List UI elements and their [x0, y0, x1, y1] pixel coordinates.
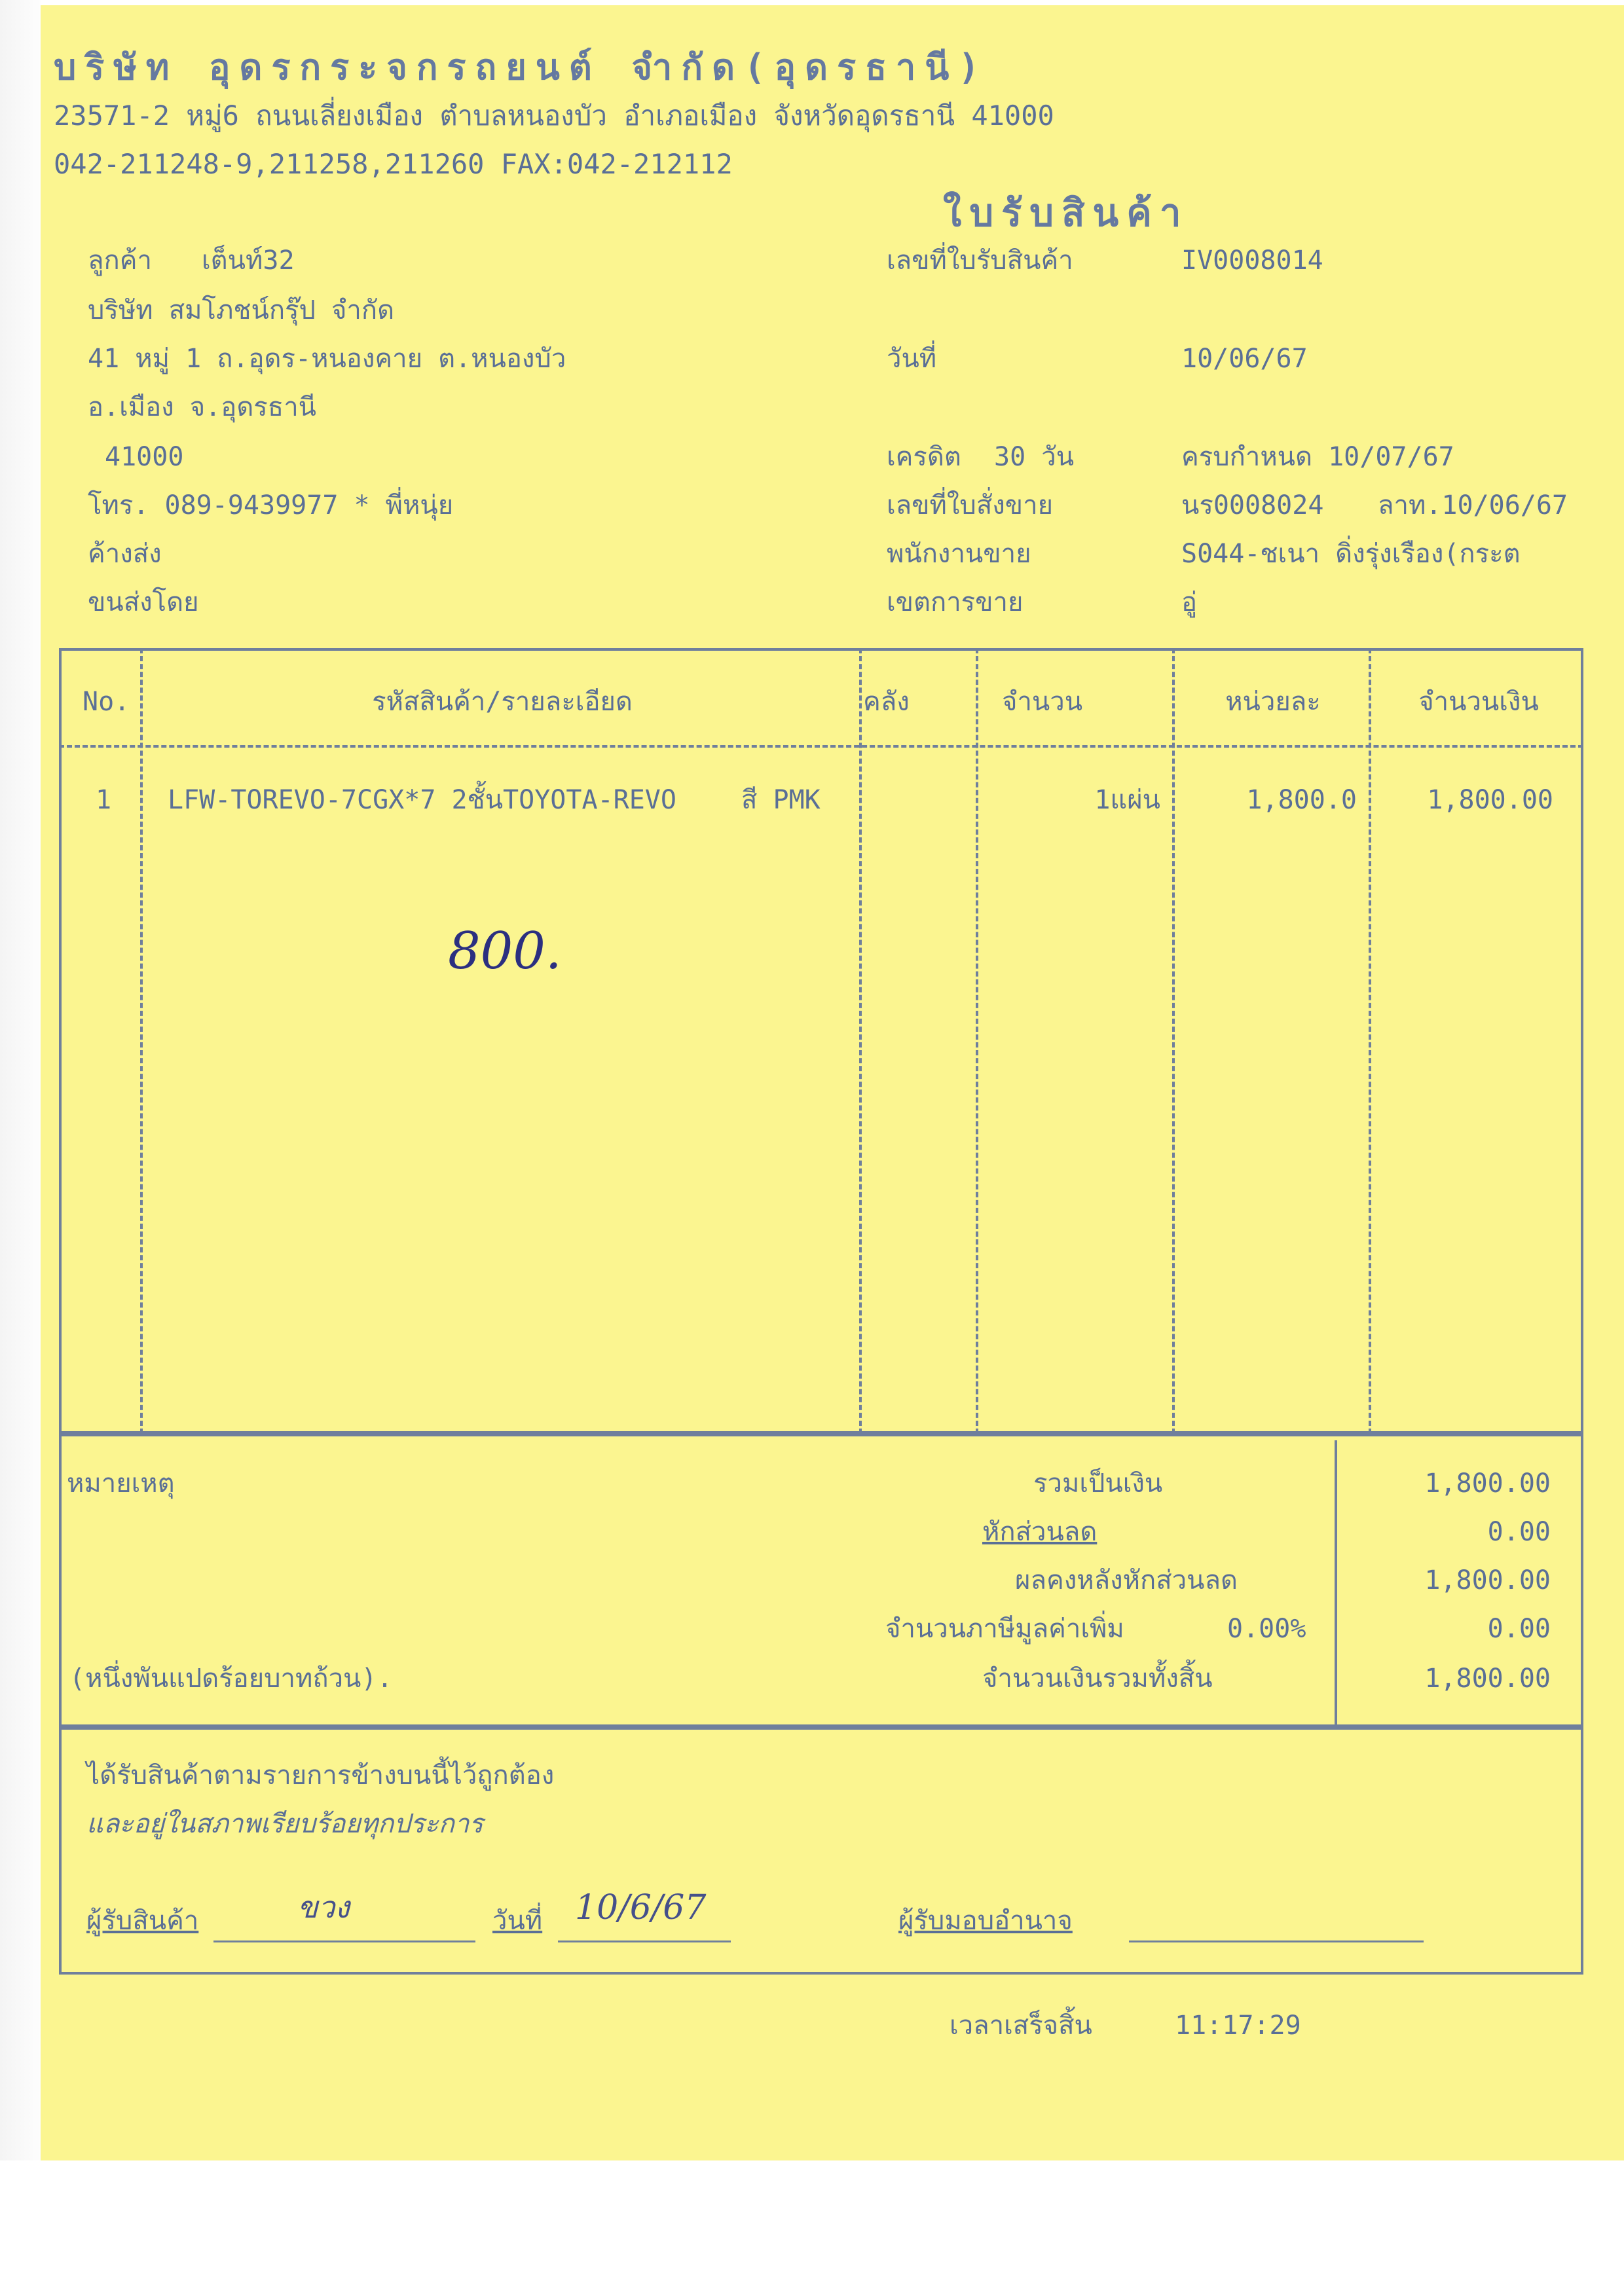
authorized-signature-line	[1129, 1941, 1424, 1942]
handwritten-note: 800.	[448, 922, 562, 981]
authorized-label: ผู้รับมอบอำนาจ	[898, 1906, 1073, 1936]
row-color: สี PMK	[741, 785, 821, 815]
summary-divider	[1335, 1440, 1337, 1727]
row-qty: 1แผ่น	[1094, 785, 1160, 815]
col-header-description: รหัสสินค้า/รายละเอียด	[372, 687, 633, 717]
company-name: บริษัท อุดรกระจกรถยนต์ จำกัด(อุดรธานี)	[54, 46, 989, 88]
subtotal-value: 1,800.00	[1424, 1468, 1551, 1499]
col-divider	[1369, 648, 1371, 1434]
balance-label: ค้างส่ง	[88, 539, 162, 569]
receipt-date-handwritten: 10/6/67	[575, 1888, 707, 1927]
discount-label: หักส่วนลด	[982, 1517, 1098, 1547]
grand-total-label: จำนวนเงินรวมทั้งสิ้น	[982, 1664, 1213, 1694]
items-table	[59, 648, 1583, 1434]
doc-no: IV0008014	[1181, 246, 1323, 276]
remark-label: หมายเหตุ	[67, 1468, 175, 1499]
sales-person: S044-ชเนา ดิ่งรุ่งเรือง(กระต	[1181, 539, 1521, 569]
order-no: นร0008024	[1181, 490, 1324, 520]
customer-label: ลูกค้า	[88, 246, 152, 276]
row-no: 1	[96, 785, 112, 815]
receipt-date-line	[558, 1941, 731, 1942]
due-date: ครบกำหนด 10/07/67	[1181, 442, 1454, 472]
col-header-no: No.	[83, 687, 130, 717]
customer-name: บริษัท สมโภชน์กรุ๊ป จำกัด	[88, 295, 395, 325]
credit-days: 30 วัน	[994, 442, 1075, 472]
order-date: ลาท.10/06/67	[1378, 490, 1568, 520]
receipt-date-label: วันที่	[492, 1906, 543, 1936]
receiver-label: ผู้รับสินค้า	[86, 1906, 199, 1936]
row-unit-price: 1,800.0	[1246, 785, 1357, 815]
vat-rate: 0.00%	[1227, 1614, 1306, 1644]
summary-top-line	[59, 1434, 1583, 1436]
customer-code: เต็นท์32	[202, 246, 295, 276]
vat-value: 0.00	[1487, 1614, 1551, 1644]
document-title: ใบรับสินค้า	[943, 191, 1189, 235]
doc-date: 10/06/67	[1181, 344, 1308, 374]
col-header-unit-price: หน่วยละ	[1225, 687, 1321, 717]
shipping-label: ขนส่งโดย	[88, 587, 199, 617]
company-address: 23571-2 หมู่6 ถนนเลี่ยงเมือง ตำบลหนองบัว อำเภอเมือง จังหวัดอุดรธานี 41000	[54, 100, 1054, 132]
col-divider	[976, 648, 978, 1434]
after-discount-label: ผลคงหลังหักส่วนลด	[1015, 1565, 1238, 1595]
col-divider	[1172, 648, 1175, 1434]
sales-area-label: เขตการขาย	[887, 587, 1024, 617]
scan-border	[0, 0, 41, 2160]
receipt-statement-1: ได้รับสินค้าตามรายการข้างบนนี้ไว้ถูกต้อง	[86, 1760, 555, 1791]
document-sheet	[41, 5, 1624, 2160]
customer-phone: โทร. 089-9439977 * พี่หนุ่ย	[88, 490, 454, 520]
customer-address-2: อ.เมือง จ.อุดรธานี	[88, 392, 317, 422]
receipt-statement-2: และอยู่ในสภาพเรียบร้อยทุกประการ	[86, 1809, 483, 1839]
customer-address-1: 41 หมู่ 1 ถ.อุดร-หนองคาย ต.หนองบัว	[88, 344, 566, 374]
order-no-label: เลขที่ใบสั่งขาย	[887, 490, 1054, 520]
credit-label: เครดิต	[887, 442, 961, 472]
receiver-signature-line	[213, 1941, 475, 1942]
discount-value: 0.00	[1487, 1517, 1551, 1547]
sales-label: พนักงานขาย	[887, 539, 1031, 569]
col-header-store: คลัง	[863, 687, 910, 717]
vat-label: จำนวนภาษีมูลค่าเพิ่ม	[885, 1614, 1124, 1644]
customer-postcode: 41000	[105, 442, 184, 472]
completion-time-label: เวลาเสร็จสิ้น	[950, 2011, 1092, 2041]
col-divider	[140, 648, 143, 1434]
col-divider	[859, 648, 862, 1434]
row-description: LFW-TOREVO-7CGX*7 2ชั้นTOYOTA-REVO	[168, 785, 676, 815]
grand-total-value: 1,800.00	[1424, 1664, 1551, 1694]
row-amount: 1,800.00	[1427, 785, 1553, 815]
company-phone: 042-211248-9,211258,211260 FAX:042-212112	[54, 148, 733, 180]
completion-time: 11:17:29	[1175, 2011, 1301, 2041]
receiver-signature: ขวง	[297, 1889, 350, 1925]
date-label: วันที่	[887, 344, 937, 374]
header-divider	[59, 745, 1583, 748]
amount-in-words: (หนึ่งพันแปดร้อยบาทถ้วน).	[69, 1664, 393, 1694]
doc-no-label: เลขที่ใบรับสินค้า	[887, 246, 1073, 276]
sales-area: อู่	[1181, 587, 1198, 617]
col-header-qty: จำนวน	[1002, 687, 1083, 717]
after-discount-value: 1,800.00	[1424, 1565, 1551, 1595]
subtotal-label: รวมเป็นเงิน	[1033, 1468, 1163, 1499]
col-header-amount: จำนวนเงิน	[1418, 687, 1539, 717]
